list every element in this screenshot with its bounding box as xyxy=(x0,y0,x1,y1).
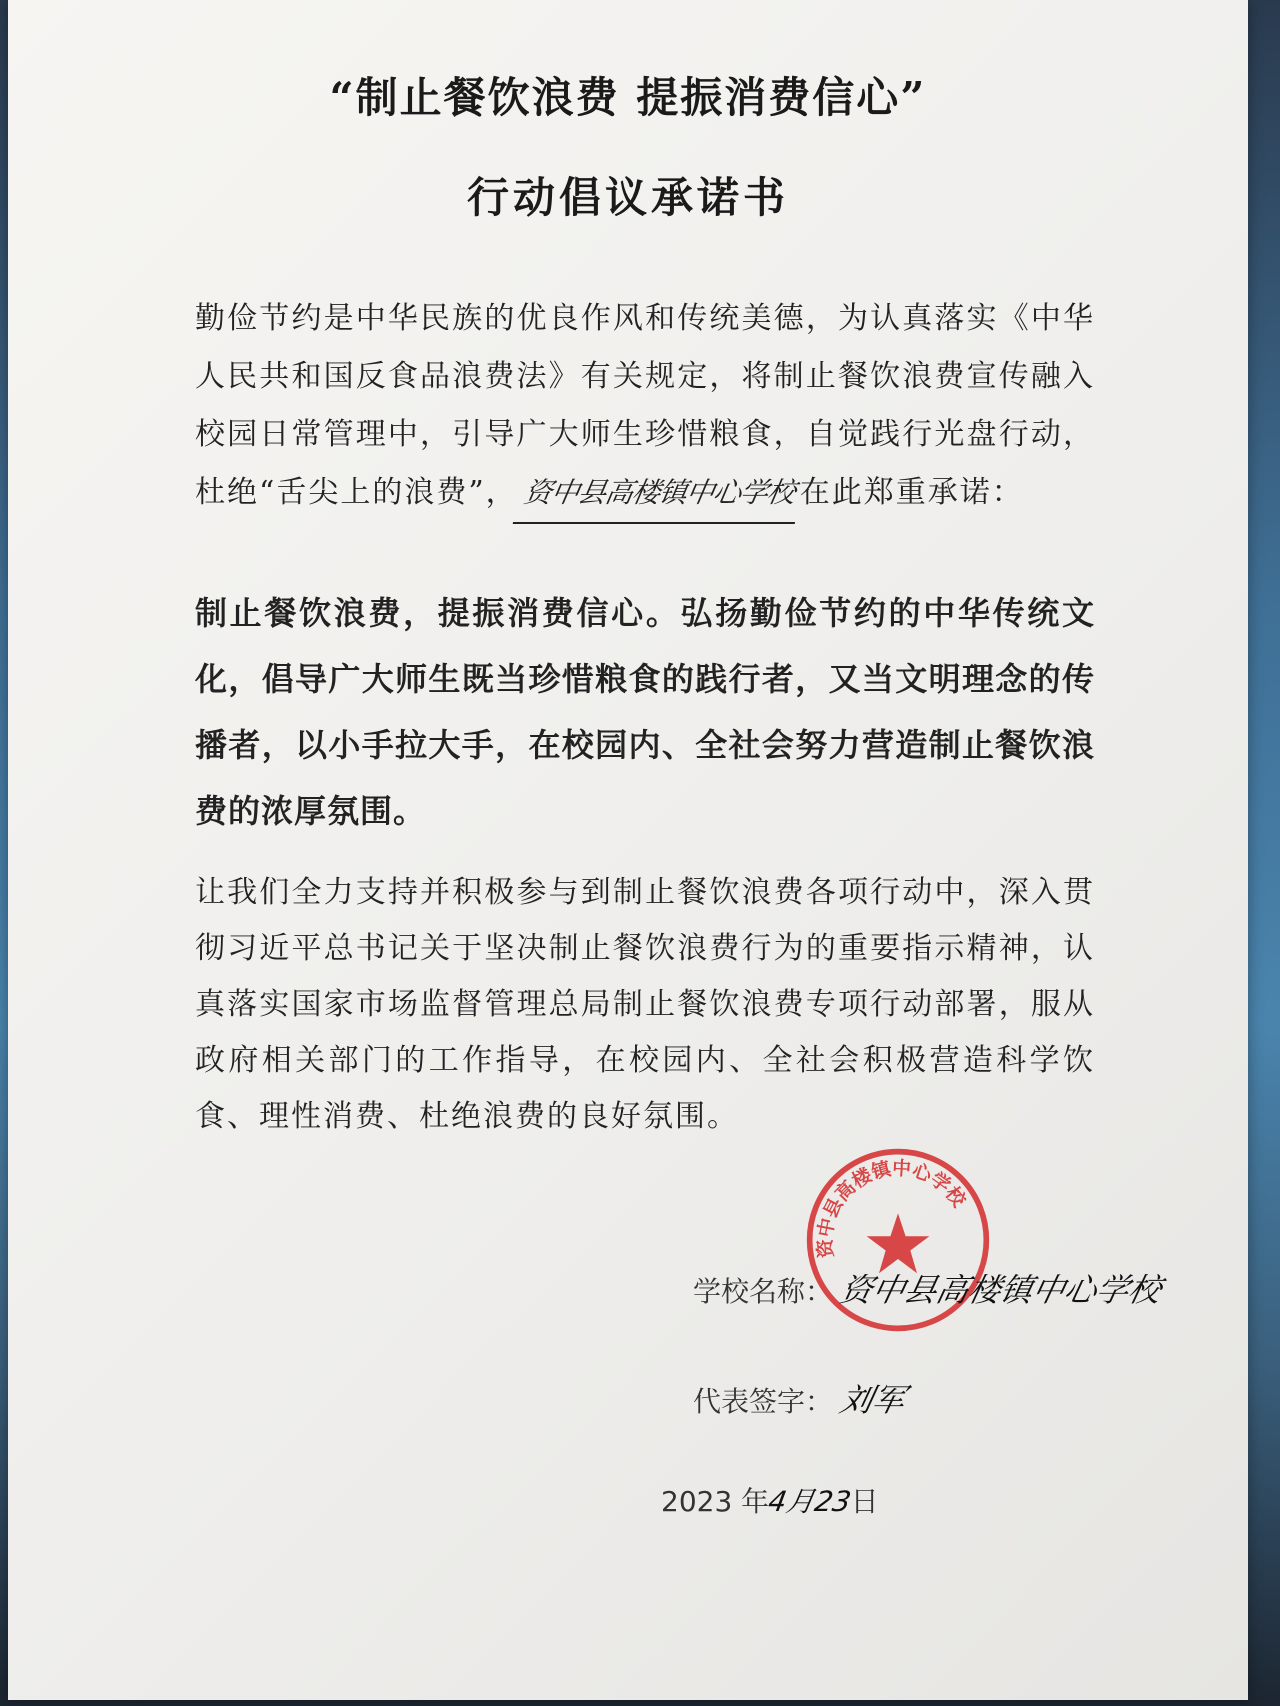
date-month: 4月 xyxy=(765,1485,818,1518)
paragraph-commitment: 制止餐饮浪费，提振消费信心。弘扬勤俭节约的中华传统文化，倡导广大师生既当珍惜粮食的践行者，又当文明理念的传播者，以小手拉大手，在校园内、全社会努力营造制止餐饮浪费的浓厚氛围。 xyxy=(195,594,1095,830)
seal-text: 资中县高楼镇中心学校 xyxy=(813,1157,970,1259)
date-day-suffix: 日 xyxy=(850,1485,879,1518)
school-name-row xyxy=(693,1265,1165,1311)
date-day: 23 xyxy=(812,1485,854,1518)
representative-row xyxy=(693,1375,909,1421)
representative-signature: 刘军 xyxy=(836,1381,909,1419)
document-date xyxy=(661,1480,879,1520)
intro-text: 勤俭节约是中华民族的优良作风和传统美德，为认真落实《中华人民共和国反食品浪费法》有关规定，将制止餐饮浪费宣传融入校园日常管理中，引导广大师生珍惜粮食，自觉践行光盘行动，杜绝“舌尖上的浪费”， xyxy=(195,301,1095,510)
representative-label: 代表签字： xyxy=(693,1385,834,1418)
date-year: 2023 年 xyxy=(661,1485,770,1518)
document-title-line2: 行动倡议承诺书 xyxy=(466,173,789,222)
paragraph-intro xyxy=(195,290,1095,524)
document-paper xyxy=(8,0,1248,1700)
school-name-handwritten: 资中县高楼镇中心学校 xyxy=(836,1271,1165,1309)
handwritten-school-name: 资中县高楼镇中心学校 xyxy=(512,464,805,524)
intro-text-end: 在此郑重承诺： xyxy=(799,475,1024,510)
school-name-label: 学校名称： xyxy=(693,1275,834,1308)
paragraph-call-to-action: 让我们全力支持并积极参与到制止餐饮浪费各项行动中，深入贯彻习近平总书记关于坚决制止餐饮浪费行为的重要指示精神，认真落实国家市场监督管理总局制止餐饮浪费专项行动部署，服从政府相关部门的工作指导，在校园内、全社会积极营造科学饮食、理性消费、杜绝浪费的良好氛围。 xyxy=(195,875,1095,1134)
document-title-line1: “制止餐饮浪费 提振消费信心” xyxy=(329,73,927,122)
